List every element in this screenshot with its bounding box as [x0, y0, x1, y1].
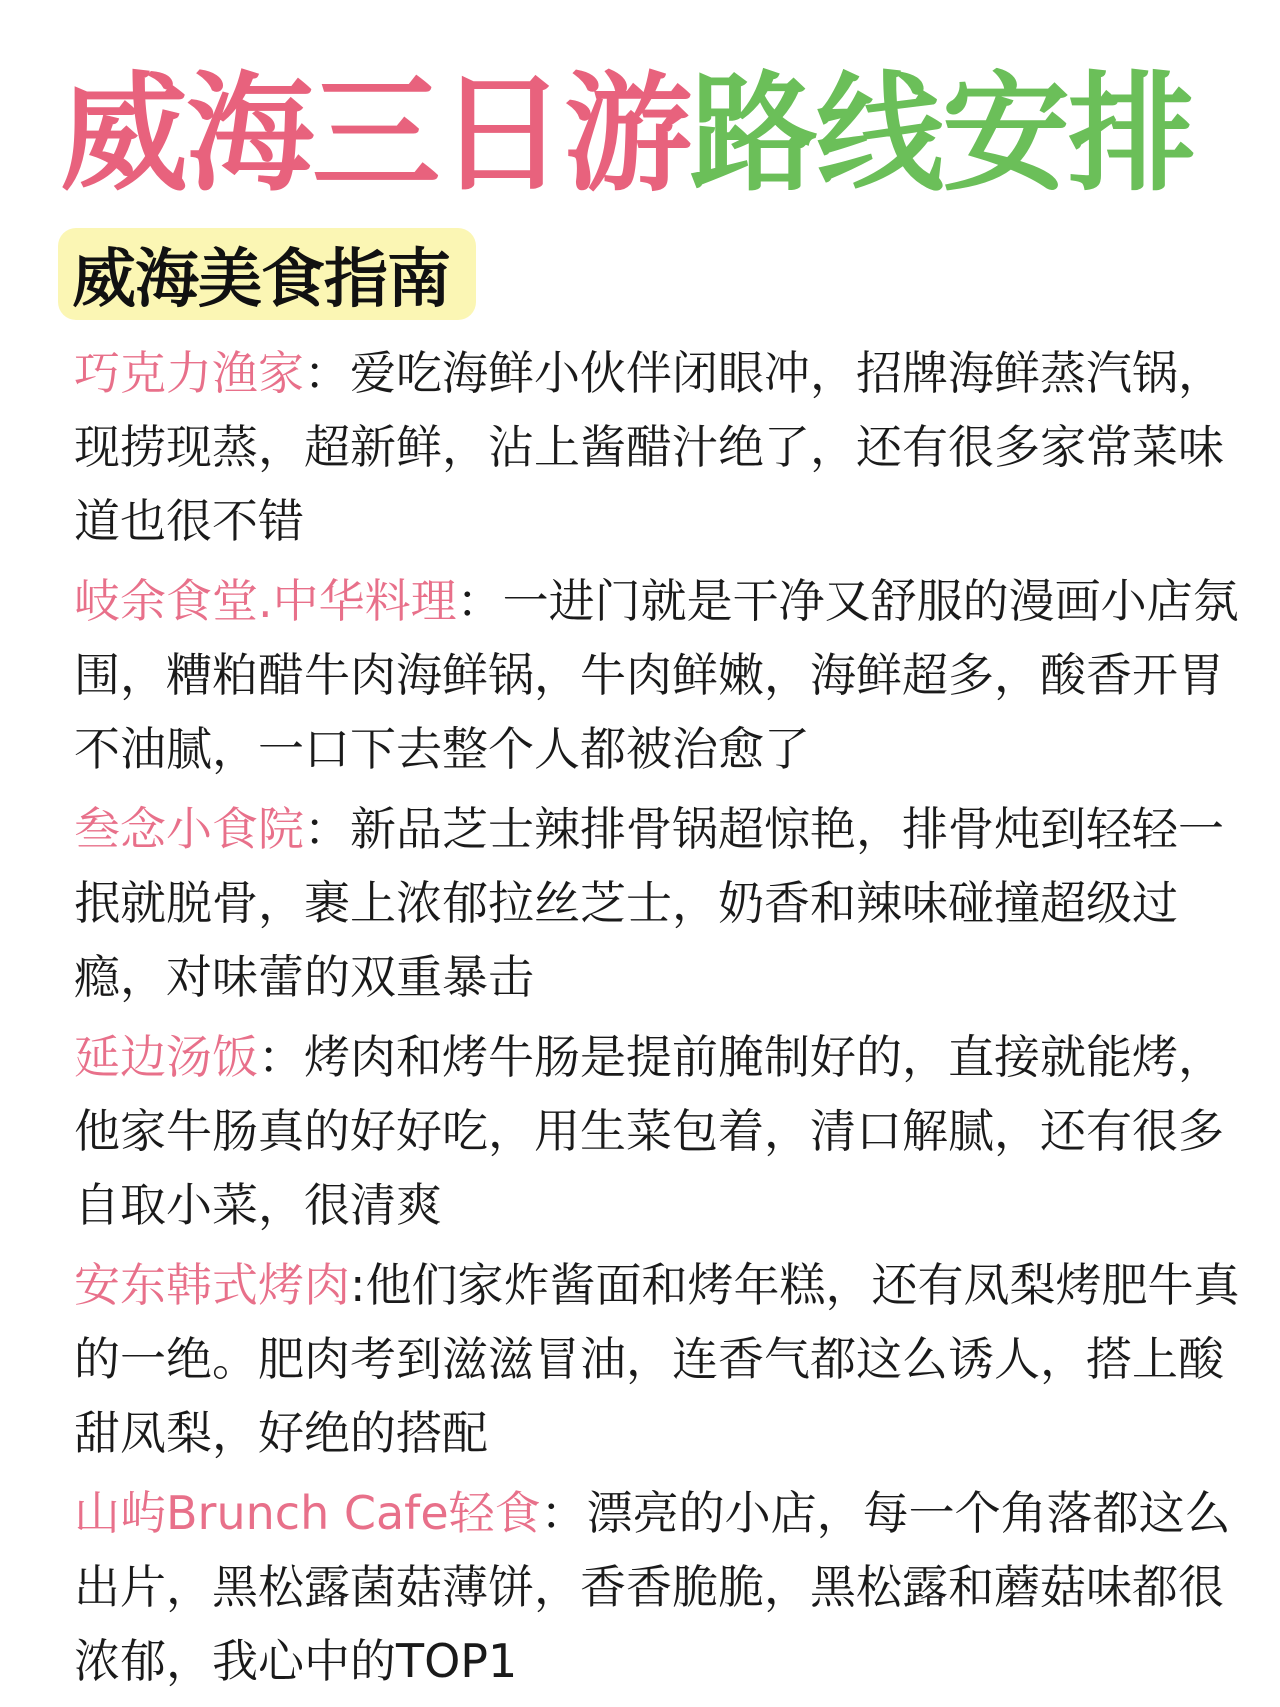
restaurant-description: 新品芝士辣排骨锅超惊艳，排骨炖到轻轻一抿就脱骨，裹上浓郁拉丝芝士，奶香和辣味碰撞超级过瘾，对味蕾的双重暴击 [74, 802, 1224, 1004]
name-separator: ： [456, 574, 503, 628]
name-separator: ： [304, 346, 350, 400]
restaurant-name: 安东韩式烤肉 [74, 1258, 350, 1312]
page-title [60, 60, 1240, 210]
restaurant-name: 延边汤饭 [74, 1030, 258, 1084]
restaurant-list [74, 336, 1244, 1704]
title-part-destination: 威海三日游 [60, 60, 691, 209]
restaurant-name: 山屿Brunch Cafe轻食 [74, 1486, 541, 1540]
restaurant-entry [74, 1020, 1244, 1242]
restaurant-description: 烤肉和烤牛肠是提前腌制好的，直接就能烤，他家牛肠真的好好吃，用生菜包着，清口解腻，还有很多自取小菜，很清爽 [74, 1030, 1224, 1232]
restaurant-name: 叁念小食院 [74, 802, 304, 856]
restaurant-name: 巧克力渔家 [74, 346, 304, 400]
restaurant-description: 一进门就是干净又舒服的漫画小店氛围，糟粕醋牛肉海鲜锅，牛肉鲜嫩，海鲜超多，酸香开胃不油腻，一口下去整个人都被治愈了 [74, 574, 1239, 776]
name-separator: : [350, 1258, 366, 1312]
restaurant-description: 他们家炸酱面和烤年糕，还有凤梨烤肥牛真的一绝。肥肉考到滋滋冒油，连香气都这么诱人，搭上酸甜凤梨，好绝的搭配 [74, 1258, 1240, 1460]
name-separator: ： [304, 802, 350, 856]
name-separator: ： [258, 1030, 304, 1084]
section-heading: 威海美食指南 [72, 243, 450, 317]
restaurant-entry [74, 1476, 1244, 1698]
subtitle-highlight [58, 228, 476, 320]
title-part-route: 路线安排 [690, 60, 1195, 209]
restaurant-entry [74, 792, 1244, 1014]
restaurant-description: 爱吃海鲜小伙伴闭眼冲，招牌海鲜蒸汽锅，现捞现蒸，超新鲜，沾上酱醋汁绝了，还有很多家常菜味道也很不错 [74, 346, 1224, 548]
restaurant-entry [74, 336, 1244, 558]
restaurant-description: 漂亮的小店，每一个角落都这么出片，黑松露菌菇薄饼，香香脆脆，黑松露和蘑菇味都很浓郁，我心中的TOP1 [74, 1486, 1231, 1688]
restaurant-entry [74, 1248, 1244, 1470]
restaurant-name: 岐余食堂.中华料理 [74, 574, 457, 628]
name-separator: ： [540, 1486, 587, 1540]
restaurant-entry [74, 564, 1244, 786]
